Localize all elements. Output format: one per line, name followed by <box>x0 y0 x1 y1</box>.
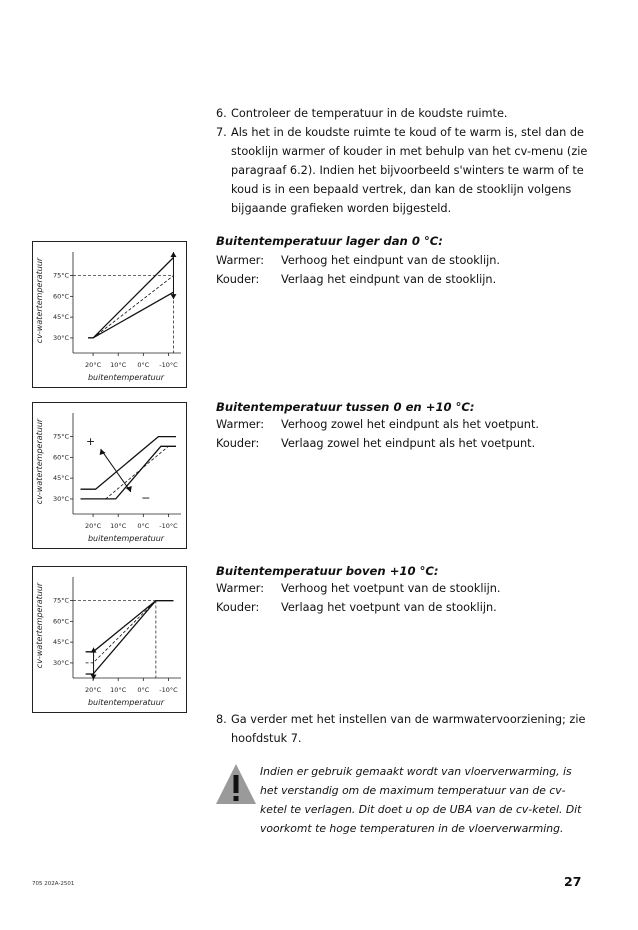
x-tick-label: 20°C <box>85 686 102 694</box>
kouder-row <box>216 601 497 614</box>
kouder-label: Kouder: <box>216 601 260 614</box>
x-tick-label: -10°C <box>159 361 178 369</box>
x-tick-label: 0°C <box>137 361 150 369</box>
kouder-text: Verlaag het voetpunt van de stooklijn. <box>281 601 497 614</box>
y-axis-label: cv-watertemperatuur <box>35 257 44 344</box>
warmer-text: Verhoog het eindpunt van de stooklijn. <box>281 254 500 267</box>
warmer-row <box>216 582 501 595</box>
step-6 <box>216 104 592 123</box>
chart-3-svg <box>33 567 186 712</box>
warmer-text: Verhoog zowel het eindpunt als het voetpunt. <box>281 418 539 431</box>
y-tick-label: 75°C <box>52 432 69 441</box>
kouder-row <box>216 437 535 450</box>
arrow-head <box>170 294 176 299</box>
x-tick-label: -10°C <box>159 686 178 694</box>
chart-3 <box>32 566 187 713</box>
minus-marker: − <box>141 491 151 505</box>
y-tick-label: 60°C <box>52 292 69 301</box>
step-text: Controleer de temperatuur in de koudste ruimte. <box>231 107 508 120</box>
kouder-text: Verlaag zowel het eindpunt als het voetpunt. <box>281 437 536 450</box>
x-tick-label: 0°C <box>137 522 150 530</box>
step-8 <box>216 710 592 748</box>
x-tick-label: 0°C <box>137 686 150 694</box>
step-number: 6. <box>216 107 227 120</box>
kouder-text: Verlaag het eindpunt van de stooklijn. <box>281 273 497 286</box>
kouder-label: Kouder: <box>216 273 260 286</box>
y-tick-label: 30°C <box>52 658 69 667</box>
y-tick-label: 75°C <box>52 271 69 280</box>
series-line-warmer <box>88 258 173 338</box>
warmer-label: Warmer: <box>216 418 265 431</box>
step-number: 8. <box>216 713 227 726</box>
page-number: 27 <box>564 874 582 889</box>
arrow-head <box>91 675 97 680</box>
x-tick-label: 20°C <box>85 522 102 530</box>
section-heading: Buitentemperatuur boven +10 °C: <box>216 564 439 578</box>
step-number: 7. <box>216 126 227 139</box>
y-tick-label: 75°C <box>52 596 69 605</box>
chart-2 <box>32 402 187 549</box>
y-axis-label: cv-watertemperatuur <box>35 582 44 669</box>
x-axis-label: buitentemperatuur <box>87 373 165 382</box>
warmer-label: Warmer: <box>216 582 265 595</box>
step-text: Ga verder met het instellen van de warmwatervoorziening; zie hoofdstuk 7. <box>231 713 586 745</box>
warmer-row <box>216 418 539 431</box>
warning-triangle-icon <box>214 762 258 810</box>
warmer-text: Verhoog het voetpunt van de stooklijn. <box>281 582 501 595</box>
adjust-arrow <box>101 449 131 492</box>
series-line-kouder <box>81 446 177 499</box>
x-axis-label: buitentemperatuur <box>87 534 165 543</box>
warmer-label: Warmer: <box>216 254 265 267</box>
y-tick-label: 30°C <box>52 333 69 342</box>
y-tick-label: 45°C <box>52 313 69 322</box>
kouder-row <box>216 273 496 286</box>
chart-2-svg <box>33 403 186 548</box>
series-line-kouder <box>86 601 174 674</box>
y-tick-label: 30°C <box>52 494 69 503</box>
series-line-basis <box>81 446 177 499</box>
x-axis-label: buitentemperatuur <box>87 698 165 707</box>
y-tick-label: 60°C <box>52 617 69 626</box>
document-code: 705 202A-2501 <box>32 881 75 887</box>
warmer-row <box>216 254 500 267</box>
step-text: Als het in de koudste ruimte te koud of te warm is, stel dan de stooklijn warmer of kouder in met behulp van het cv-menu (zie paragraaf 6.2). Indien het bijvoorbeeld s'winters te warm of te koud is in een bepaald vertrek, dan kan de stooklijn volgens bijgaande grafieken worden bijgesteld. <box>231 126 588 215</box>
series-line-basis <box>88 276 173 338</box>
x-tick-label: 10°C <box>110 686 127 694</box>
x-tick-label: 10°C <box>110 522 127 530</box>
series-line-warmer <box>86 601 174 652</box>
chart-1-svg <box>33 242 186 387</box>
y-tick-label: 45°C <box>52 474 69 483</box>
x-tick-label: 10°C <box>110 361 127 369</box>
x-tick-label: -10°C <box>159 522 178 530</box>
y-axis-label: cv-watertemperatuur <box>35 418 44 505</box>
kouder-label: Kouder: <box>216 437 260 450</box>
y-tick-label: 45°C <box>52 638 69 647</box>
series-line-kouder <box>88 292 173 338</box>
plus-marker: + <box>85 434 96 448</box>
x-tick-label: 20°C <box>85 361 102 369</box>
chart-1 <box>32 241 187 388</box>
arrow-head <box>170 252 176 257</box>
warning-text: Indien er gebruik gemaakt wordt van vloerverwarming, is het verstandig om de maximum temperatuur van de cv-ketel te verlagen. Dit doet u op de UBA van de cv-ketel. Dit voorkomt te hoge temperaturen in de vloerverwarming. <box>260 765 582 835</box>
y-tick-label: 60°C <box>52 453 69 462</box>
step-7 <box>216 123 592 218</box>
section-heading: Buitentemperatuur lager dan 0 °C: <box>216 234 443 248</box>
section-heading: Buitentemperatuur tussen 0 en +10 °C: <box>216 400 475 414</box>
